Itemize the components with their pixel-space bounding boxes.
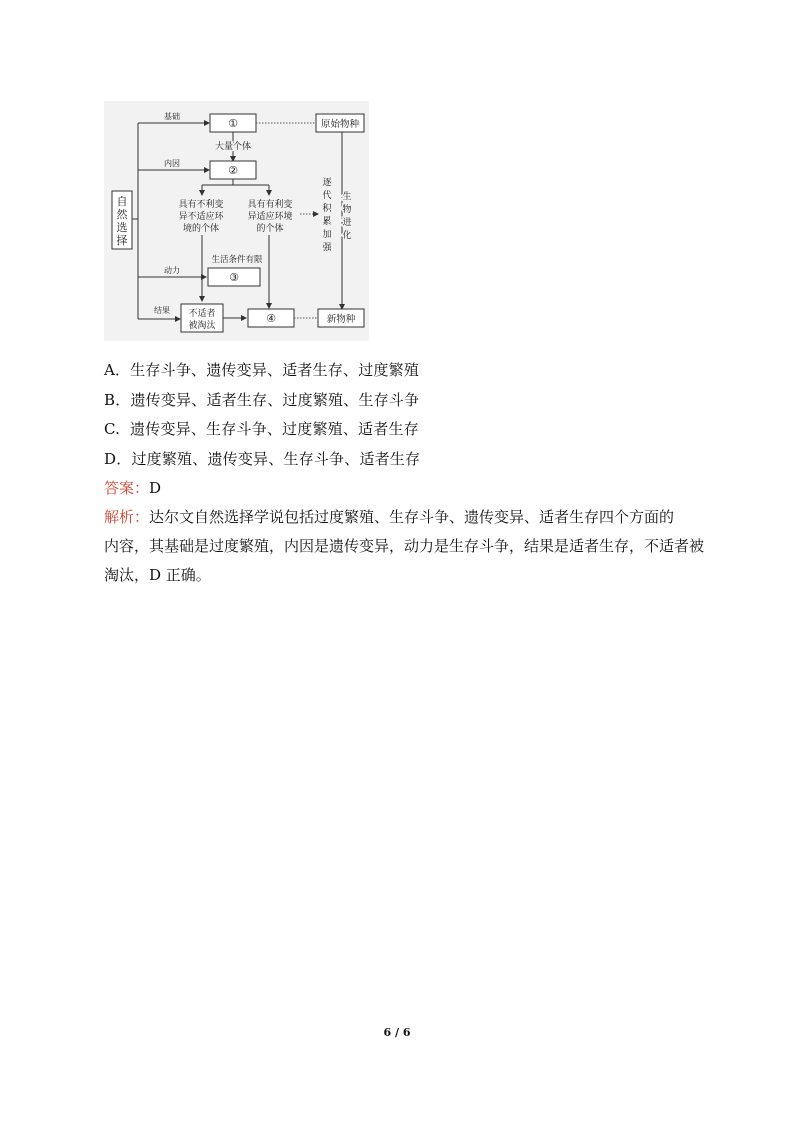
analysis-label: 解析： <box>104 508 150 526</box>
accumulate-1: 代 <box>322 191 332 201</box>
evolution-0: 生 <box>342 192 352 202</box>
favorable-line-1: 异适应环境 <box>247 212 293 222</box>
side-label-1: 然 <box>116 208 128 221</box>
eliminated-line-0: 不适者 <box>188 309 216 319</box>
original-species-label: 原始物种 <box>320 119 360 130</box>
option-text: 遗传变异、适者生存、过度繁殖、生存斗争 <box>130 390 420 409</box>
box-3-label: ③ <box>229 271 239 284</box>
label-basis: 基础 <box>164 112 180 121</box>
option-text: 过度繁殖、遗传变异、生存斗争、适者生存 <box>131 449 421 468</box>
favorable-line-0: 具有有利变 <box>247 200 293 210</box>
page-number: 6 / 6 <box>383 1026 411 1039</box>
accumulate-3: 累 <box>322 217 332 227</box>
label-result: 结果 <box>154 306 170 315</box>
unfavorable-line-1: 异不适应环 <box>178 212 224 222</box>
eliminated-line-1: 被淘汰 <box>188 321 216 331</box>
box-1-label: ① <box>228 117 238 130</box>
option-text: 生存斗争、遗传变异、适者生存、过度繁殖 <box>130 361 420 379</box>
favorable-line-2: 的个体 <box>256 224 284 234</box>
option-letter: D． <box>104 449 132 468</box>
option-text: 遗传变异、生存斗争、过度繁殖、适者生存 <box>130 420 419 438</box>
new-species-label: 新物种 <box>326 314 356 325</box>
side-label-0: 自 <box>116 195 128 208</box>
accumulate-0: 逐 <box>322 178 332 188</box>
option-d <box>104 445 724 475</box>
options-list <box>104 356 724 474</box>
option-letter: C. <box>104 420 131 438</box>
label-cause: 内因 <box>164 159 180 168</box>
evolution-1: 物 <box>342 205 352 215</box>
label-power: 动力 <box>164 266 180 275</box>
analysis-text-2: 内容，其基础是过度繁殖，内因是遗传变异，动力是生存斗争，结果是适者生存，不适者被 <box>104 537 705 555</box>
evolution-3: 化 <box>342 231 352 241</box>
analysis-text-3: 淘汰，D 正确。 <box>104 566 211 584</box>
accumulate-5: 强 <box>322 243 332 253</box>
option-b <box>104 386 724 416</box>
accumulate-2: 积 <box>322 204 332 214</box>
unfavorable-line-0: 具有不利变 <box>178 200 224 210</box>
answer-value: D <box>149 479 162 497</box>
option-letter: A． <box>104 361 131 379</box>
option-c <box>104 415 724 445</box>
diagram-svg <box>104 101 369 341</box>
natural-selection-diagram <box>104 101 369 341</box>
box-4-label: ④ <box>266 312 276 325</box>
analysis-text-1: 达尔文自然选择学说包括过度繁殖、生存斗争、遗传变异、适者生存四个方面的 <box>149 508 675 526</box>
option-letter: B． <box>104 390 131 409</box>
answer-label: 答案： <box>104 479 150 497</box>
analysis-line-1 <box>104 503 724 532</box>
option-a <box>104 356 724 386</box>
evolution-2: 进 <box>342 218 352 228</box>
side-label-2: 选 <box>116 221 128 234</box>
answer-line <box>104 474 161 503</box>
unfavorable-line-2: 境的个体 <box>182 224 220 234</box>
limited-label: 生活条件有限 <box>211 255 263 265</box>
box-2-label: ② <box>228 164 238 177</box>
many-individuals-label: 大量个体 <box>214 142 252 152</box>
accumulate-4: 加 <box>322 230 332 240</box>
analysis-continuation <box>104 532 724 590</box>
side-label-3: 择 <box>116 234 128 247</box>
